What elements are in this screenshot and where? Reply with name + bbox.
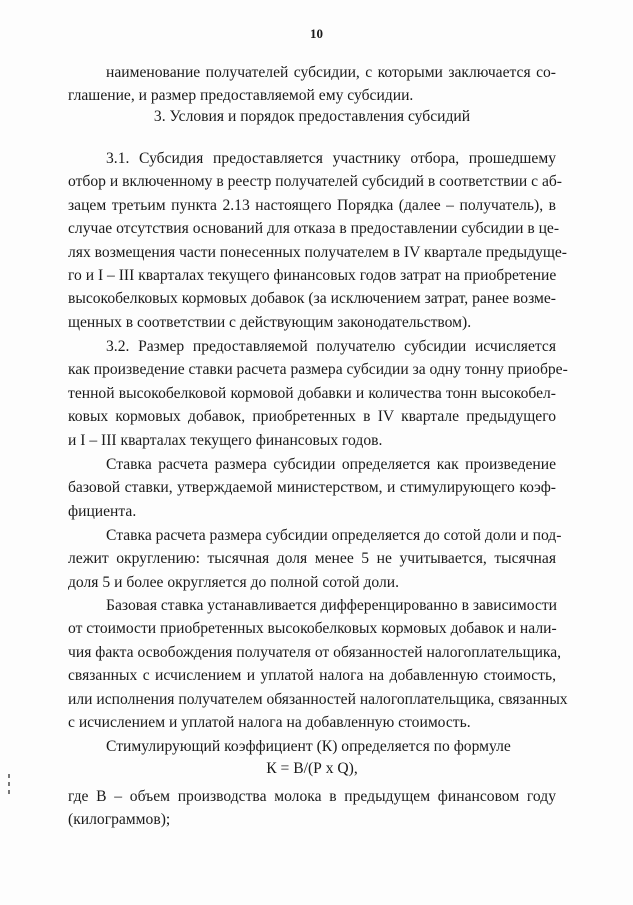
text-line: Базовая ставка устанавливается дифференцированно в зависимости: [106, 597, 558, 614]
paragraph-continuation: [68, 61, 556, 108]
text-line: как произведение ставки расчета размера субсидии за одну тонну приобре-: [68, 361, 568, 379]
paragraph-3-1: [68, 147, 567, 334]
text-line: лях возмещения части понесенных получателем в IV квартале предыдуще-: [68, 243, 567, 261]
text-line: высокобелковых кормовых добавок (за исключением затрат, ранее возме-: [68, 290, 556, 308]
text-line: тенной высокобелковой кормовой добавки и количества тонн высокобел-: [68, 384, 556, 402]
text-line: связанных с исчислением и уплатой налога на добавленную стоимость,: [68, 667, 556, 685]
text-line: Стимулирующий коэффициент (К) определяется по формуле: [106, 738, 511, 755]
section-heading: 3. Условия и порядок предоставления субсидий: [153, 108, 471, 125]
text-line: лежит округлению: тысячная доля менее 5 не учитывается, тысячная: [68, 550, 556, 568]
text-line: от стоимости приобретенных высокобелковых кормовых добавок и нали-: [68, 620, 557, 638]
paragraph-rate-rounding: [68, 524, 562, 594]
text-line: доля 5 и более округляется до полной сотой доли.: [68, 573, 400, 591]
text-line: Ставка расчета размера субсидии определяется до сотой доли и под-: [106, 527, 562, 544]
text-line: Ставка расчета размера субсидии определяется как произведение: [106, 456, 556, 473]
text-line: щенных в соответствии с действующим законодательством).: [68, 313, 472, 331]
text-line: с исчислением и уплатой налога на добавленную стоимость.: [68, 713, 471, 731]
text-line: ковых кормовых добавок, приобретенных в IV квартале предыдущего: [68, 408, 556, 426]
text-line: чия факта освобождения получателя от обязанностей налогоплательщика,: [68, 643, 562, 661]
text-line: 3.1. Субсидия предоставляется участнику отбора, прошедшему: [106, 150, 556, 167]
text-line: где В – объем производства молока в предыдущем финансовом году: [68, 788, 556, 805]
text-line: го и I – III кварталах текущего финансовых годов затрат на приобретение: [68, 266, 557, 284]
paragraph-base-rate: [68, 594, 568, 734]
text-line: отбор и включенному в реестр получателей субсидий в соответствии с аб-: [68, 173, 563, 191]
text-line: и I – III кварталах текущего финансовых годов.: [68, 431, 383, 449]
paragraph-rate-definition: [68, 453, 556, 523]
text-line: наименование получателей субсидии, с которыми заключается со-: [106, 64, 556, 81]
page-number: 10: [310, 26, 323, 41]
text-line: фициента.: [68, 502, 137, 520]
text-line: базовой ставки, утверждаемой министерством, и стимулирующего коэф-: [68, 479, 556, 497]
text-line: глашение, и размер предоставляемой ему субсидии.: [68, 87, 414, 105]
text-line: зацем третьим пункта 2.13 настоящего Порядка (далее – получатель), в: [68, 196, 556, 214]
paragraph-3-2: [68, 335, 568, 452]
text-line: случае отсутствия оснований для отказа в предоставлении субсидии в це-: [68, 220, 560, 238]
scan-margin-marks: [6, 774, 12, 800]
paragraph-where: [68, 785, 556, 832]
text-line: 3.2. Размер предоставляемой получателю субсидии исчисляется: [106, 338, 556, 355]
formula: К = В/(Р х Q),: [266, 760, 358, 777]
text-line: или исполнения получателем обязанностей налогоплательщика, связанных: [68, 690, 568, 708]
text-line: (килограммов);: [68, 811, 171, 829]
paragraph-coefficient: [68, 735, 556, 758]
